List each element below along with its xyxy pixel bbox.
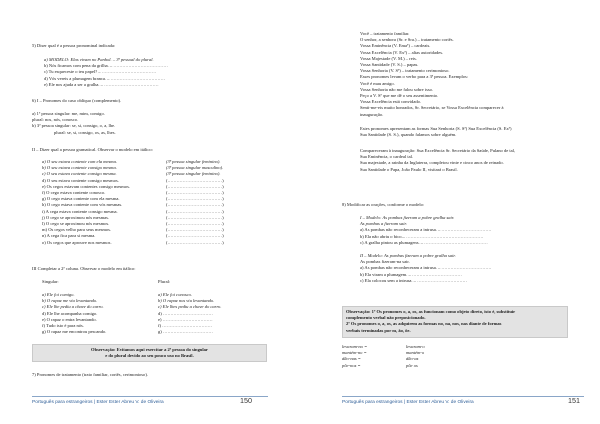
footer-text: Português para estrangeiros | Ester Ester Abreu V. de Oliveira bbox=[32, 400, 164, 405]
example-form: levaram-no = bbox=[342, 344, 368, 349]
exercise-sentence: l) O cego se aproximou nós mesmos. bbox=[42, 221, 110, 227]
example-form: dão-nas = bbox=[342, 356, 361, 362]
observation-line: Observação: Evitamos aqui exercitar a 2ª pessoa do singular bbox=[91, 347, 208, 352]
paragraph-a bbox=[360, 126, 512, 138]
plural-item: g) …………………………… bbox=[158, 329, 213, 335]
plural-item: e) …………………………… bbox=[158, 316, 213, 322]
answer-blank: (………………………………) bbox=[166, 214, 224, 220]
paragraph-line: Estes pronomes apresentam as formas Sua Senhoria (S. Sª) Sua Excelência (S. Exª) bbox=[360, 126, 512, 131]
treatment-line: Vossa Majestade (V. M.) – reis. bbox=[360, 55, 417, 61]
part1-model: As pombas a fizeram sair. bbox=[360, 221, 407, 227]
footer-text: Português para estrangeiros | Ester Ester Abreu V. de Oliveira bbox=[342, 400, 474, 405]
section8-part1 bbox=[360, 215, 491, 246]
example-equivalent: levaram-o bbox=[406, 344, 425, 349]
model-sentence: a) O seu estava contente com ela mesma. bbox=[42, 159, 118, 164]
exercise-sentence: g) O cego estava contente com ela mesma. bbox=[42, 196, 120, 202]
part1-item: b) Ela não abriu o bico.– …………………………………………… bbox=[360, 233, 484, 239]
part2-title: II – Modelo: As pombas fizeram a pobre gralha sair. bbox=[360, 253, 456, 258]
answer-blank: (………………………………) bbox=[166, 208, 224, 214]
answer-blank: (………………………………) bbox=[166, 227, 224, 233]
singular-item: f) Tudo isto é para nós. bbox=[42, 323, 84, 329]
treatment-line: Você – tratamento familiar. bbox=[360, 31, 410, 36]
observation-line: 2º Os pronomes o, a, os, as adquirem as formas no, na, nos, nas diante de formas bbox=[346, 321, 502, 327]
observation-box bbox=[32, 344, 267, 362]
column-plural-header: Plural: bbox=[158, 279, 171, 284]
part2-item: c) Ela colocou sem a intrusa. – …………………………… bbox=[360, 277, 468, 283]
answer-blank: (………………………………) bbox=[166, 221, 224, 227]
observation-line: Observação: 1º Os pronomes o, a, os, as funcionam como objeto direto, isto é, substituir bbox=[346, 309, 516, 314]
right-page bbox=[300, 0, 600, 424]
plural-item: f) …………………………… bbox=[158, 323, 213, 329]
section-ii-sentences bbox=[42, 178, 130, 246]
answer-blank: (………………………………) bbox=[166, 177, 224, 183]
singular-column bbox=[42, 292, 106, 335]
plural-column bbox=[158, 292, 221, 335]
section-ii-heading: II – Dizer qual a pessoa gramatical. Observar o modelo em itálico: bbox=[32, 147, 153, 152]
model-sentence: c) O seu estava contente consigo mesma. bbox=[42, 171, 117, 177]
singular-item: e) O rapaz o entra levantando. bbox=[42, 316, 97, 322]
plural-item: b) O rapaz nos viu levantando. bbox=[158, 298, 215, 304]
part1-item: c) A gralha pintou as plumagens. – …………………………………… bbox=[360, 239, 488, 245]
answer-blank: (………………………………) bbox=[166, 196, 224, 202]
paragraph-line: Sua Santidade o Papa, João Paulo II, visitará o Brasil. bbox=[360, 166, 458, 172]
section7-heading: 7) Pronomes de tratamento (trato familiar, cortês, cerimonioso). bbox=[32, 372, 148, 377]
plural-item: c) Ele lhes pediu a chave do carro. bbox=[158, 304, 222, 310]
exercise-sentence: j) O cego se aproximou nós mesmas. bbox=[42, 214, 110, 220]
example-form: põe-nos = bbox=[342, 362, 361, 368]
section6-line: plural: se, si, consigo, os, as, lhes. bbox=[54, 129, 116, 135]
section-iii-heading: III Completar a 2ª coluna. Observar o modelo em itálico: bbox=[32, 266, 136, 271]
example-equivalent: dão-as bbox=[406, 356, 419, 362]
section6-heading: 6) I – Pronomes do caso oblíquo (complemento). bbox=[32, 98, 122, 103]
section8-heading: 8) Modificar as orações, conforme o modelo: bbox=[342, 202, 425, 207]
section5-item: d) Vós vereis a plumagem branca. – ……………………………… bbox=[44, 75, 166, 81]
exercise-sentence: n) A cega fica para si mesma. bbox=[42, 233, 96, 239]
section-ii-model-left bbox=[42, 159, 117, 178]
plural-item: d) …………………………… bbox=[158, 310, 213, 316]
paragraph-line: Compareceram à inauguração: Sua Excelência Sr. Secretário da Saúde, Pulano de tal, bbox=[360, 148, 516, 153]
observation-line: verbais terminadas por m, ão, õe. bbox=[346, 327, 411, 333]
answer-blank: (………………………………) bbox=[166, 202, 224, 208]
treatment-intro bbox=[360, 31, 504, 118]
treatment-line: Vossa Eminência (V. Emaª) – cardeais. bbox=[360, 43, 431, 49]
treatment-line: Senti-me-eis muito honrados, Sr. Secretário, se Vossa Excelência comparecer à bbox=[360, 105, 504, 111]
treatment-line: inauguração. bbox=[360, 111, 384, 117]
section6-line: a) 1ª pessoa singular: me, mim, comigo. bbox=[32, 111, 105, 116]
section-ii-answers bbox=[166, 178, 224, 246]
answer-blank: (………………………………) bbox=[166, 190, 224, 195]
paragraph-line: Sua majestade, a rainha da Inglaterra, completou vinte e cinco anos de reinado. bbox=[360, 160, 504, 166]
examples-right bbox=[406, 344, 425, 369]
exercise-sentence: e) Os cegos estavam contentes consigo mesmos. bbox=[42, 183, 131, 189]
observation-line: complemento verbal não preposicionado. bbox=[346, 315, 426, 321]
page-number: 150 bbox=[240, 396, 252, 405]
observation-box bbox=[342, 306, 568, 338]
section5-heading: 5) Diser qual é a pessoa pronominal indicada: bbox=[32, 43, 116, 48]
exercise-sentence: d) O seu estava contente consigo mesmos. bbox=[42, 177, 119, 183]
model-answer: (3ª pessoa singular masculino). bbox=[166, 165, 224, 171]
examples-left bbox=[342, 344, 367, 369]
exercise-sentence: i) A cega estava contente consigo mesma. bbox=[42, 208, 118, 214]
paragraph-line: Sua Eminência, o cardeal tal. bbox=[360, 154, 414, 160]
part1-item: a) As pombas não reconheceram a intrusa. – …………………………… bbox=[360, 227, 492, 233]
section-ii-model-right bbox=[166, 159, 223, 178]
treatment-line: O senhor, a senhora (Sr. e Sra.) – tratamento cortês. bbox=[360, 37, 454, 43]
exercise-sentence: f) O cego estava contente conosco. bbox=[42, 190, 106, 195]
treatment-line: Peço a V. Sª que me dê o seu assentimento. bbox=[360, 93, 439, 99]
part2-model: As pombas fizeram-na sair. bbox=[360, 259, 410, 265]
column-singular-header: Singular: bbox=[42, 279, 59, 284]
model-answer: (3ª pessoa singular feminino). bbox=[166, 171, 221, 177]
section5-item: e) Ele nos ajuda a ser a gralha. – ……………………………… bbox=[44, 81, 159, 87]
part1-title: I – Modelo: As pombas fizeram a pobre gralha sair. bbox=[360, 215, 455, 220]
treatment-line: Vossa Excelência (V. Exª) – altas autoridades. bbox=[360, 49, 444, 55]
part2-item: a) As pombas não reconheceram a intrusa. – …………………………… bbox=[360, 265, 492, 271]
example-form: mantém-no = bbox=[342, 350, 367, 356]
answer-blank: (………………………………) bbox=[166, 183, 224, 189]
footer-rule bbox=[342, 396, 584, 397]
exercise-sentence: m) Os cegos velho para seus mesmos. bbox=[42, 227, 112, 233]
singular-item: a) Ele foi comigo. bbox=[42, 292, 75, 297]
treatment-line: Vossa Senhoria não me falou sobre isso. bbox=[360, 86, 434, 92]
exercise-sentence: h) O cego estava contente com vós mesmas. bbox=[42, 202, 123, 208]
singular-item: c) Ele lhe pediu a chave do carro. bbox=[42, 304, 104, 310]
singular-item: g) O rapaz me encontrou pescando. bbox=[42, 329, 107, 335]
page-number: 151 bbox=[568, 396, 580, 405]
treatment-line: Vossa Senhoria (V. Sª) – tratamento cerimonioso. bbox=[360, 68, 450, 74]
treatment-line: Vossa Excelência está convidado. bbox=[360, 99, 422, 105]
singular-item: d) Ele lhe acompanha comigo. bbox=[42, 310, 98, 316]
footer-rule bbox=[32, 396, 268, 397]
example-equivalent: põe os bbox=[406, 362, 418, 368]
section5-item: b) Nós ficamos com pena da grilha. – ……………………………… bbox=[44, 63, 168, 69]
plural-item: a) Ele foi conosco. bbox=[158, 292, 193, 297]
treatment-line: Vossa Santidade (V. S.) – papas. bbox=[360, 62, 419, 68]
part2-item: b) Ela viram a plumagem. – …………………………… bbox=[360, 271, 462, 277]
model-sentence: b) O seu estava contente consigo mesma. bbox=[42, 165, 117, 171]
answer-blank: (………………………………) bbox=[166, 233, 224, 239]
example-equivalent: mantém-o bbox=[406, 350, 425, 356]
observation-line: e do plural devido ao seu pouco uso no Brasil. bbox=[105, 353, 194, 359]
section6-line: b) 3ª pessoa singular: se, si, consigo, o, a, lhe. bbox=[32, 123, 116, 129]
model-answer: (3ª pessoa singular feminino). bbox=[166, 159, 221, 164]
treatment-line: Esses pronomes levam o verbo para a 3ª pessoa. Exemplos: bbox=[360, 74, 469, 80]
paragraph-b bbox=[360, 148, 515, 173]
answer-blank: (………………………………) bbox=[166, 239, 224, 245]
section5-list bbox=[44, 57, 168, 88]
section5-model: a) MODELO: Elas vivam no Panhol. – 3ª pessoal do plural. bbox=[44, 57, 154, 62]
exercise-sentence: o) Os cegos que aprouve nos mesmos. bbox=[42, 239, 112, 245]
singular-item: b) O rapaz me viu levantando. bbox=[42, 298, 98, 304]
paragraph-line: Sua Santidade (S. S.), quando falamos sobre alguém. bbox=[360, 132, 457, 138]
treatment-line: Você é mau amigo. bbox=[360, 80, 395, 86]
section5-item: c) Tu esqueceste o teu papel? – ……………………………… bbox=[44, 69, 157, 75]
section6-line: plural: nos, nós, conosco. bbox=[32, 117, 79, 123]
section6-list bbox=[32, 111, 116, 136]
section8-part2 bbox=[360, 253, 491, 284]
